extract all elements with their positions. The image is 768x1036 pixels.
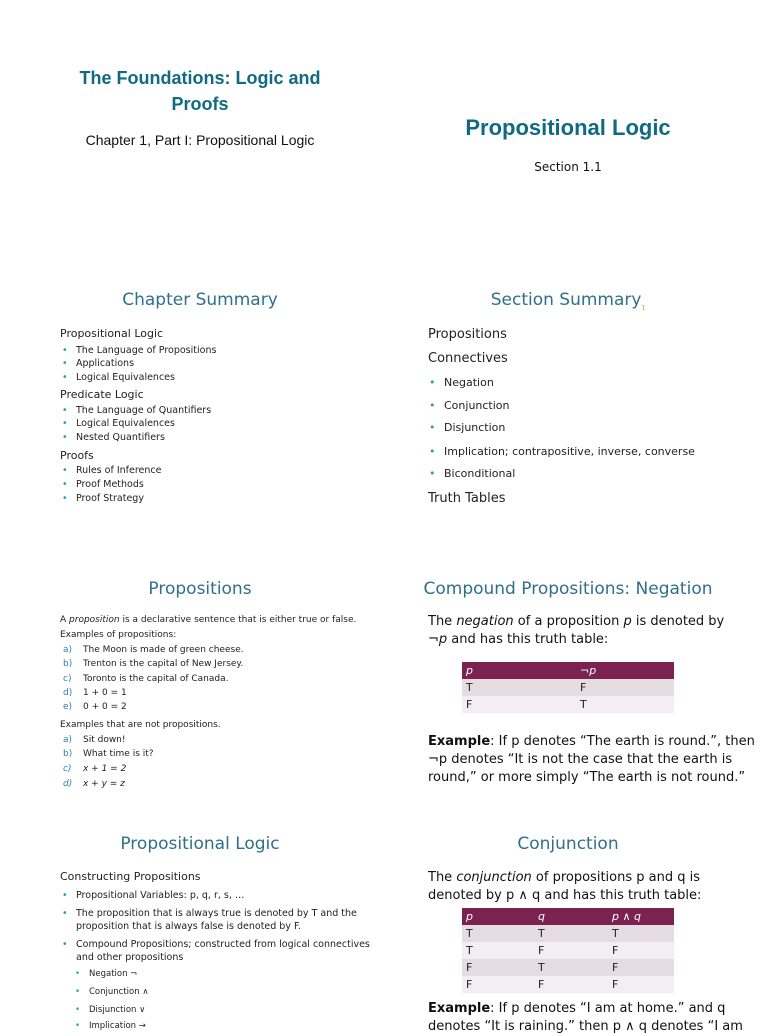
- col-header: q: [534, 908, 608, 925]
- text: The: [428, 870, 457, 885]
- table-cell: T: [462, 942, 534, 959]
- slide-title: [0, 0, 384, 256]
- group-item: • Proof Strategy: [76, 493, 144, 504]
- group-item: • Applications: [76, 358, 134, 369]
- summary-item: • Conjunction: [444, 399, 510, 412]
- negation-example-line3: round,” or more simply “The earth is not round.”: [428, 770, 746, 785]
- example-item: [63, 688, 127, 698]
- group-item: • The Language of Propositions: [76, 345, 216, 356]
- summary-line: Truth Tables: [428, 491, 506, 506]
- table-cell: F: [576, 679, 674, 696]
- summary-item: • Disjunction: [444, 421, 505, 434]
- summary-line: Propositions: [428, 327, 507, 342]
- item-mark: d): [63, 779, 73, 789]
- table-cell: T: [462, 679, 576, 696]
- table-row: [462, 679, 674, 696]
- intro-post: is a declarative sentence that is either true or false.: [119, 615, 357, 625]
- intro-pre: A: [60, 615, 70, 625]
- nonexample-item: [63, 779, 125, 789]
- item-text: 0 + 0 = 2: [83, 702, 127, 712]
- slide4-title: [384, 290, 752, 311]
- text: and has this truth table:: [447, 632, 609, 647]
- text: : If p denotes “The earth is round.”, then: [490, 734, 755, 749]
- slide4-title-mark: 1: [641, 304, 646, 312]
- nonexample-item: [63, 764, 127, 774]
- nonexample-item: [63, 735, 126, 745]
- conjunction-example-line1: [428, 999, 725, 1018]
- slide3-title: Chapter Summary: [122, 290, 278, 310]
- table-row: [462, 976, 674, 993]
- col-header: p: [462, 662, 576, 679]
- table-cell: F: [462, 959, 534, 976]
- var: p: [438, 632, 448, 647]
- item-text: Trenton is the capital of New Jersey.: [83, 659, 244, 669]
- slide1-subtitle: Chapter 1, Part I: Propositional Logic: [85, 132, 315, 148]
- group-item: • The Language of Quantifiers: [76, 405, 211, 416]
- slide7-title: Propositional Logic: [120, 834, 280, 854]
- group-item: • Rules of Inference: [76, 465, 161, 476]
- term: negation: [456, 614, 514, 629]
- table-cell: T: [462, 925, 534, 942]
- summary-line: Connectives: [428, 351, 508, 366]
- conjunction-example-line2: denotes “It is raining.” then p ∧ q denotes “I am: [428, 1019, 743, 1034]
- text: is denoted by: [631, 614, 725, 629]
- var: p: [623, 614, 632, 629]
- neg-symbol: ¬: [428, 632, 439, 647]
- group-label: Predicate Logic: [60, 388, 144, 401]
- item-mark: b): [63, 659, 73, 669]
- table-header-row: [462, 662, 674, 679]
- slide1-title-line2: Proofs: [171, 94, 229, 114]
- table-row: [462, 925, 674, 942]
- table-cell: F: [462, 976, 534, 993]
- example-item: [63, 702, 127, 712]
- item-text: x + 1 = 2: [83, 764, 127, 774]
- construct-item-cont: and other propositions: [76, 952, 184, 963]
- term: conjunction: [456, 870, 532, 885]
- negation-example-line2: ¬p denotes “It is not the case that the earth is: [428, 752, 733, 767]
- group-label: Proofs: [60, 449, 94, 462]
- text: of propositions p and q is: [531, 870, 700, 885]
- item-text: What time is it?: [83, 749, 154, 759]
- table-cell: T: [576, 696, 674, 713]
- item-mark: b): [63, 749, 73, 759]
- negation-example-line1: [428, 732, 755, 751]
- negation-def-line1: [428, 612, 724, 631]
- table-row: [462, 959, 674, 976]
- connective-subitem: • Implication →: [89, 1021, 146, 1031]
- item-mark: c): [63, 674, 72, 684]
- slide4-title-text: Section Summary: [490, 290, 642, 310]
- item-mark: d): [63, 688, 73, 698]
- item-text: 1 + 0 = 1: [83, 688, 127, 698]
- negation-truth-table: [462, 662, 674, 713]
- table-row: [462, 942, 674, 959]
- col-header: ¬p: [576, 662, 674, 679]
- table-cell: F: [534, 976, 608, 993]
- item-mark: c): [63, 764, 72, 774]
- group-item: • Logical Equivalences: [76, 418, 175, 429]
- item-text: The Moon is made of green cheese.: [83, 645, 244, 655]
- slide2-subtitle: Section 1.1: [534, 160, 602, 174]
- slide-propositional-logic: [0, 808, 384, 1031]
- table-cell: F: [608, 976, 674, 993]
- example-label: Example: [428, 734, 491, 749]
- slide2-title: Propositional Logic: [465, 115, 671, 140]
- slide5-title: Propositions: [148, 579, 252, 599]
- table-header-row: [462, 908, 674, 925]
- table-row: [462, 696, 674, 713]
- item-mark: a): [63, 735, 73, 745]
- slide6-title: Compound Propositions: Negation: [423, 579, 713, 599]
- group-label: Propositional Logic: [60, 327, 164, 340]
- slide8-title: Conjunction: [517, 834, 619, 854]
- slide-propositions: [0, 536, 384, 808]
- connective-subitem: • Conjunction ∧: [89, 987, 149, 997]
- example-label: Example: [428, 1001, 491, 1016]
- table-cell: F: [608, 959, 674, 976]
- slide-chapter-summary: [0, 256, 384, 536]
- intro-em: proposition: [69, 615, 120, 625]
- col-header: p: [462, 908, 534, 925]
- group-item: • Nested Quantifiers: [76, 432, 165, 443]
- slide7-heading: Constructing Propositions: [60, 870, 201, 883]
- summary-item: • Biconditional: [444, 467, 515, 480]
- slide5-intro: [60, 615, 356, 625]
- group-item: • Proof Methods: [76, 479, 144, 490]
- connective-subitem: • Negation ¬: [89, 969, 137, 979]
- table-cell: F: [534, 942, 608, 959]
- example-item: [63, 674, 229, 684]
- group-item: • Logical Equivalences: [76, 372, 175, 383]
- text: : If p denotes “I am at home.” and q: [490, 1001, 726, 1016]
- col-header: p ∧ q: [608, 908, 674, 925]
- table-cell: T: [534, 925, 608, 942]
- construct-item: • Compound Propositions; constructed from logical connectives: [76, 939, 370, 950]
- slide-section-title: [384, 0, 768, 256]
- example-item: [63, 645, 244, 655]
- construct-item: • The proposition that is always true is denoted by T and the: [76, 908, 357, 919]
- nonexample-item: [63, 749, 154, 759]
- slide1-title-line1: The Foundations: Logic and: [79, 68, 321, 88]
- slide-negation: [384, 536, 768, 808]
- connective-subitem: • Disjunction ∨: [89, 1005, 145, 1015]
- table-cell: F: [462, 696, 576, 713]
- table-cell: T: [608, 925, 674, 942]
- conjunction-truth-table: [462, 908, 674, 993]
- text: of a proposition: [513, 614, 624, 629]
- item-text: x + y = z: [83, 779, 125, 789]
- slide-conjunction: [384, 808, 768, 1034]
- construct-item: • Propositional Variables: p, q, r, s, …: [76, 890, 244, 901]
- table-cell: T: [534, 959, 608, 976]
- conjunction-def-line1: [428, 868, 700, 887]
- example-item: [63, 659, 244, 669]
- slide-section-summary: [384, 256, 768, 536]
- examples-label: Examples of propositions:: [60, 630, 177, 640]
- negation-def-line2: [428, 630, 608, 649]
- conjunction-def-line2: denoted by p ∧ q and has this truth table:: [428, 888, 702, 903]
- summary-item: • Implication; contrapositive, inverse, converse: [444, 445, 695, 458]
- summary-item: • Negation: [444, 376, 494, 389]
- item-mark: e): [63, 702, 73, 712]
- text: The: [428, 614, 457, 629]
- table-cell: F: [608, 942, 674, 959]
- nonexamples-label: Examples that are not propositions.: [60, 720, 221, 730]
- construct-item-cont: proposition that is always false is denoted by F.: [76, 921, 301, 932]
- item-text: Toronto is the capital of Canada.: [83, 674, 229, 684]
- item-text: Sit down!: [83, 735, 126, 745]
- item-mark: a): [63, 645, 73, 655]
